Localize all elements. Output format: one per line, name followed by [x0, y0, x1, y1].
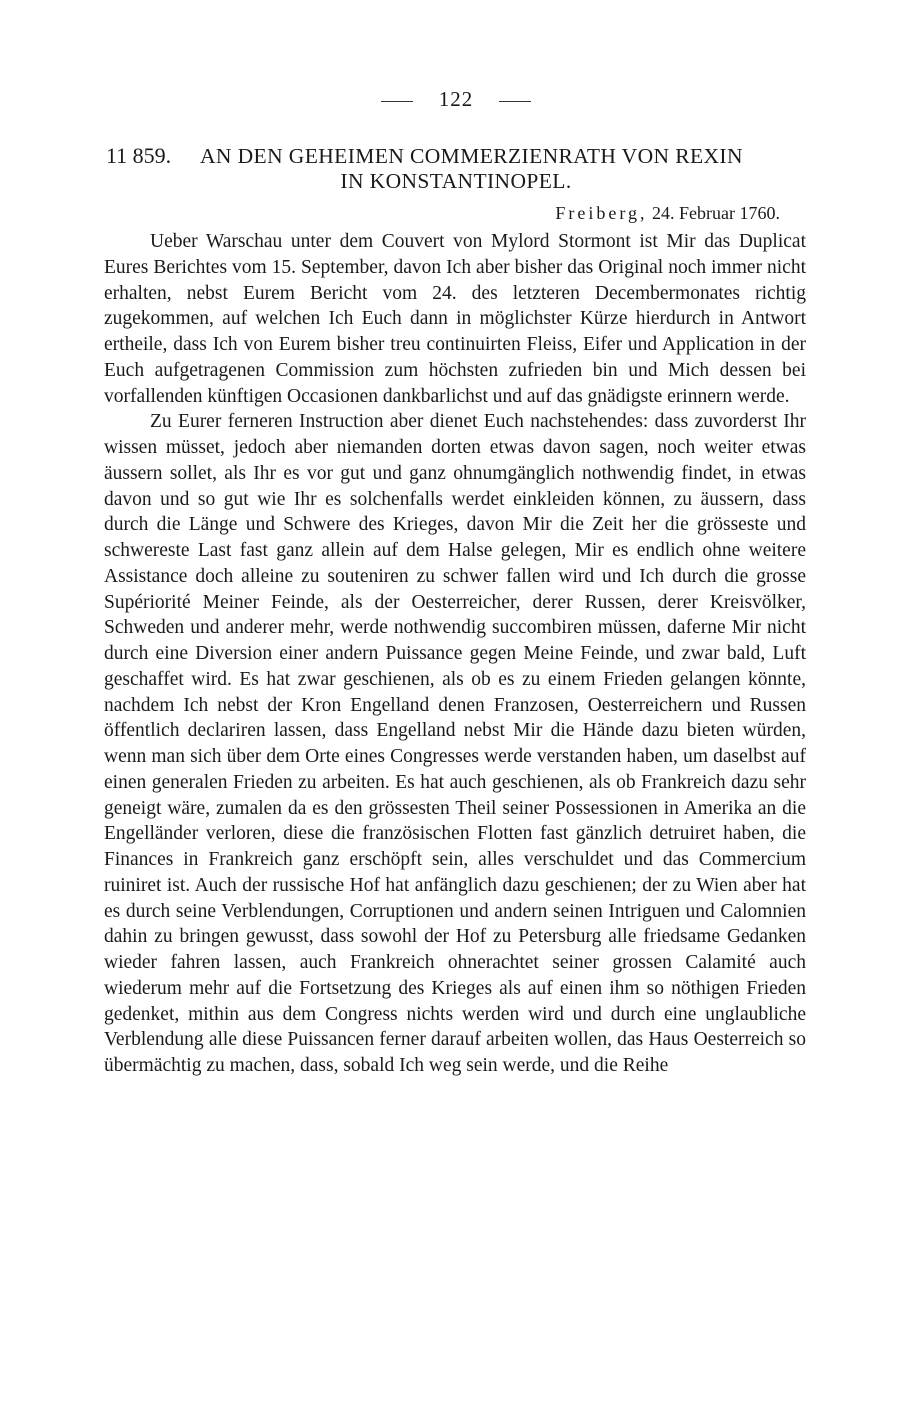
- letter-number: 11 859.: [106, 143, 172, 168]
- body-paragraph: Ueber Warschau unter dem Couvert von Mylord Stormont ist Mir das Duplicat Eures Berichtes vom 15. September, davon Ich aber bisher das Original noch immer nicht erhalten, nebst Eurem Bericht vom 24. des letzteren Decembermonates richtig zugekommen, auf welchen Ich Euch dann in möglichster Kürze hierdurch in Antwort ertheile, dass Ich von Eurem bisher treu continuirten Fleiss, Eifer und Application in der Euch aufgetragenen Commission zum höchsten zufrieden bin und Mich dessen bei vorfallenden künftigen Occasionen dankbarlichst und auf das gnädigste erinnern werde.: [104, 231, 806, 407]
- header-rule-left: [381, 101, 413, 102]
- header-rule-right: [499, 101, 531, 102]
- dateline: [555, 203, 780, 224]
- letter-body: [104, 229, 806, 1079]
- dateline-place: Freiberg,: [555, 203, 648, 223]
- page-number: 122: [438, 87, 474, 111]
- body-paragraph: Zu Eurer ferneren Instruction aber dienet Euch nachstehendes: dass zuvorderst Ihr wissen müsset, jedoch aber niemanden dorten etwas davon sagen, noch weiter etwas äussern sollet, als Ihr es vor gut und ganz ohnumgänglich nothwendig findet, in etwas davon und so gut wie Ihr es solchenfalls werdet einkleiden können, zu äussern, dass durch die Länge und Schwere des Krieges, davon Mir die Zeit her die grösseste und schwereste Last fast ganz allein auf dem Halse gelegen, Mir es endlich ohne weitere Assistance doch alleine zu souteniren zu schwer fallen wird und Ich durch die grosse Supériorité Meiner Feinde, als der Oesterreicher, derer Russen, derer Kreisvölker, Schweden und anderer mehr, werde nothwendig succombiren müssen, daferne Mir nicht durch eine Diversion einer andern Puissance gegen Meine Feinde, und zwar bald, Luft geschaffet wird. Es hat zwar geschienen, als ob es zu einem Frieden gelangen könnte, nachdem Ich nebst der Kron Engelland denen Franzosen, Oesterreichern und Russen öffentlich declariren lassen, dass Engelland nebst Mir die Hände dazu bieten würden, wenn man sich über dem Orte eines Congresses werde verstanden haben, um daselbst auf einen generalen Frieden zu arbeiten. Es hat auch geschienen, als ob Frankreich dazu sehr geneigt wäre, zumalen da es den grössesten Theil seiner Possessionen in Amerika an die Engelländer verloren, diese die französischen Flotten fast gänzlich detruiret haben, die Finances in Frankreich ganz erschöpft sein, alles verschuldet und das Commercium ruiniret ist. Auch der russische Hof hat anfänglich dazu geschienen; der zu Wien aber hat es durch seine Verblendungen, Corruptionen und andern seinen Intriguen und Calomnien dahin zu bringen gewusst, dass sowohl der Hof zu Petersburg alle friedsame Gedanken wieder fahren lassen, auch Frankreich ohnerachtet seiner grossen Calamité auch wiederum mehr auf die Fortsetzung des Krieges als auf einen ihm so nöthigen Frieden gedenket, mithin aus dem Congress nichts werden wird und durch eine unglaubliche Verblendung alle diese Puissancen ferner darauf arbeiten wollen, das Haus Oesterreich so übermächtig zu machen, dass, sobald Ich weg sein werde, und die Reihe: [104, 411, 806, 1076]
- dateline-date: 24. Februar 1760.: [652, 203, 780, 223]
- letter-title-line2: IN KONSTANTINOPEL.: [340, 169, 572, 193]
- letter-title: AN DEN GEHEIMEN COMMERZIENRATH VON REXIN: [200, 144, 743, 168]
